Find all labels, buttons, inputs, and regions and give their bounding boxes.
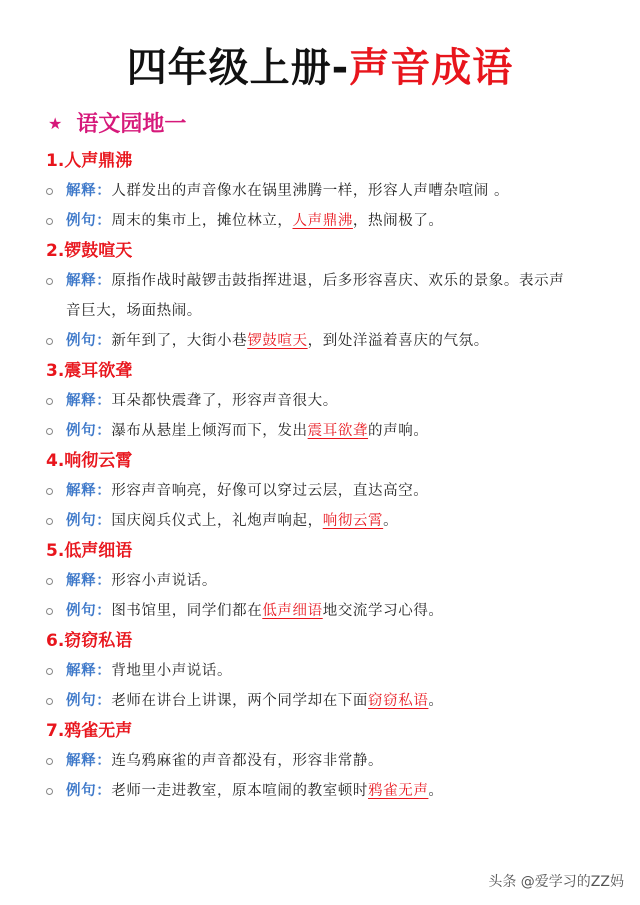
idiom-heading: 5.低声细语 xyxy=(46,541,133,561)
example-idiom: 人声鼎沸 xyxy=(292,213,353,229)
example-row xyxy=(66,596,576,626)
section-heading xyxy=(48,108,186,141)
explanation-text: 形容小声说话。 xyxy=(111,573,218,589)
explanation-label: 解释： xyxy=(66,573,112,589)
example-text-before: 周末的集市上，摊位林立， xyxy=(111,213,293,229)
example-row xyxy=(66,506,576,536)
example-text-after: 地交流学习心得。 xyxy=(322,603,444,619)
watermark: 头条 @爱学习的ZZ妈 xyxy=(488,874,624,890)
page-title xyxy=(0,40,640,96)
example-text-before: 瀑布从悬崖上倾泻而下，发出 xyxy=(111,423,308,439)
example-text-before: 老师在讲台上讲课，两个同学却在下面 xyxy=(111,693,369,709)
explanation-label: 解释： xyxy=(66,753,112,769)
explanation-row xyxy=(66,656,576,686)
example-row xyxy=(66,416,576,446)
example-idiom: 窃窃私语 xyxy=(368,693,429,709)
example-label: 例句： xyxy=(66,603,112,619)
explanation-row xyxy=(66,176,576,206)
explanation-text: 人群发出的声音像水在锅里沸腾一样，形容人声嘈杂喧闹 。 xyxy=(111,183,510,199)
example-idiom: 锣鼓喧天 xyxy=(247,333,308,349)
explanation-row xyxy=(66,266,576,326)
example-text-after: 的声响。 xyxy=(368,423,429,439)
example-label: 例句： xyxy=(66,783,112,799)
example-label: 例句： xyxy=(66,513,112,529)
explanation-row xyxy=(66,746,576,776)
example-label: 例句： xyxy=(66,423,112,439)
idiom-list xyxy=(0,146,640,806)
explanation-text: 耳朵都快震聋了，形容声音很大。 xyxy=(111,393,338,409)
example-text-after: ，到处洋溢着喜庆的气氛。 xyxy=(307,333,489,349)
example-label: 例句： xyxy=(66,333,112,349)
explanation-row xyxy=(66,386,576,416)
example-text-before: 国庆阅兵仪式上，礼炮声响起， xyxy=(111,513,323,529)
example-label: 例句： xyxy=(66,693,112,709)
example-row xyxy=(66,776,576,806)
example-text-after: ，热闹极了。 xyxy=(352,213,444,229)
example-idiom: 低声细语 xyxy=(262,603,323,619)
explanation-row xyxy=(66,566,576,596)
example-text-after: 。 xyxy=(428,693,444,709)
explanation-label: 解释： xyxy=(66,273,112,289)
example-row xyxy=(66,326,576,356)
idiom-heading: 3.震耳欲聋 xyxy=(46,361,133,381)
example-text-before: 图书馆里，同学们都在 xyxy=(111,603,263,619)
section-label: 语文园地一 xyxy=(76,112,187,137)
explanation-text: 原指作战时敲锣击鼓指挥进退，后多形容喜庆、欢乐的景象。表示声音巨大，场面热闹。 xyxy=(66,273,565,319)
idiom-entry xyxy=(0,536,640,626)
idiom-heading: 7.鸦雀无声 xyxy=(46,721,133,741)
example-idiom: 鸦雀无声 xyxy=(368,783,429,799)
example-text-before: 新年到了，大街小巷 xyxy=(111,333,248,349)
idiom-heading: 4.响彻云霄 xyxy=(46,451,133,471)
explanation-label: 解释： xyxy=(66,183,112,199)
idiom-heading: 2.锣鼓喧天 xyxy=(46,241,133,261)
star-icon: ★ xyxy=(48,114,63,133)
example-idiom: 震耳欲聋 xyxy=(307,423,369,439)
example-text-before: 老师一走进教室，原本喧闹的教室顿时 xyxy=(111,783,369,799)
explanation-label: 解释： xyxy=(66,663,112,679)
idiom-entry xyxy=(0,236,640,356)
example-label: 例句： xyxy=(66,213,112,229)
idiom-entry xyxy=(0,356,640,446)
example-text-after: 。 xyxy=(383,513,399,529)
explanation-text: 形容声音响亮，好像可以穿过云层，直达高空。 xyxy=(111,483,429,499)
explanation-label: 解释： xyxy=(66,393,112,409)
explanation-text: 背地里小声说话。 xyxy=(111,663,233,679)
idiom-entry xyxy=(0,716,640,806)
idiom-heading: 1.人声鼎沸 xyxy=(46,151,133,171)
idiom-entry xyxy=(0,446,640,536)
explanation-row xyxy=(66,476,576,506)
example-row xyxy=(66,206,576,236)
explanation-text: 连乌鸦麻雀的声音都没有，形容非常静。 xyxy=(111,753,384,769)
example-row xyxy=(66,686,576,716)
idiom-entry xyxy=(0,146,640,236)
page-title-topic: 声音成语 xyxy=(349,45,514,91)
example-text-after: 。 xyxy=(428,783,444,799)
example-idiom: 响彻云霄 xyxy=(322,513,384,529)
idiom-entry xyxy=(0,626,640,716)
explanation-label: 解释： xyxy=(66,483,112,499)
idiom-heading: 6.窃窃私语 xyxy=(46,631,133,651)
page-title-grade: 四年级上册- xyxy=(126,45,350,91)
